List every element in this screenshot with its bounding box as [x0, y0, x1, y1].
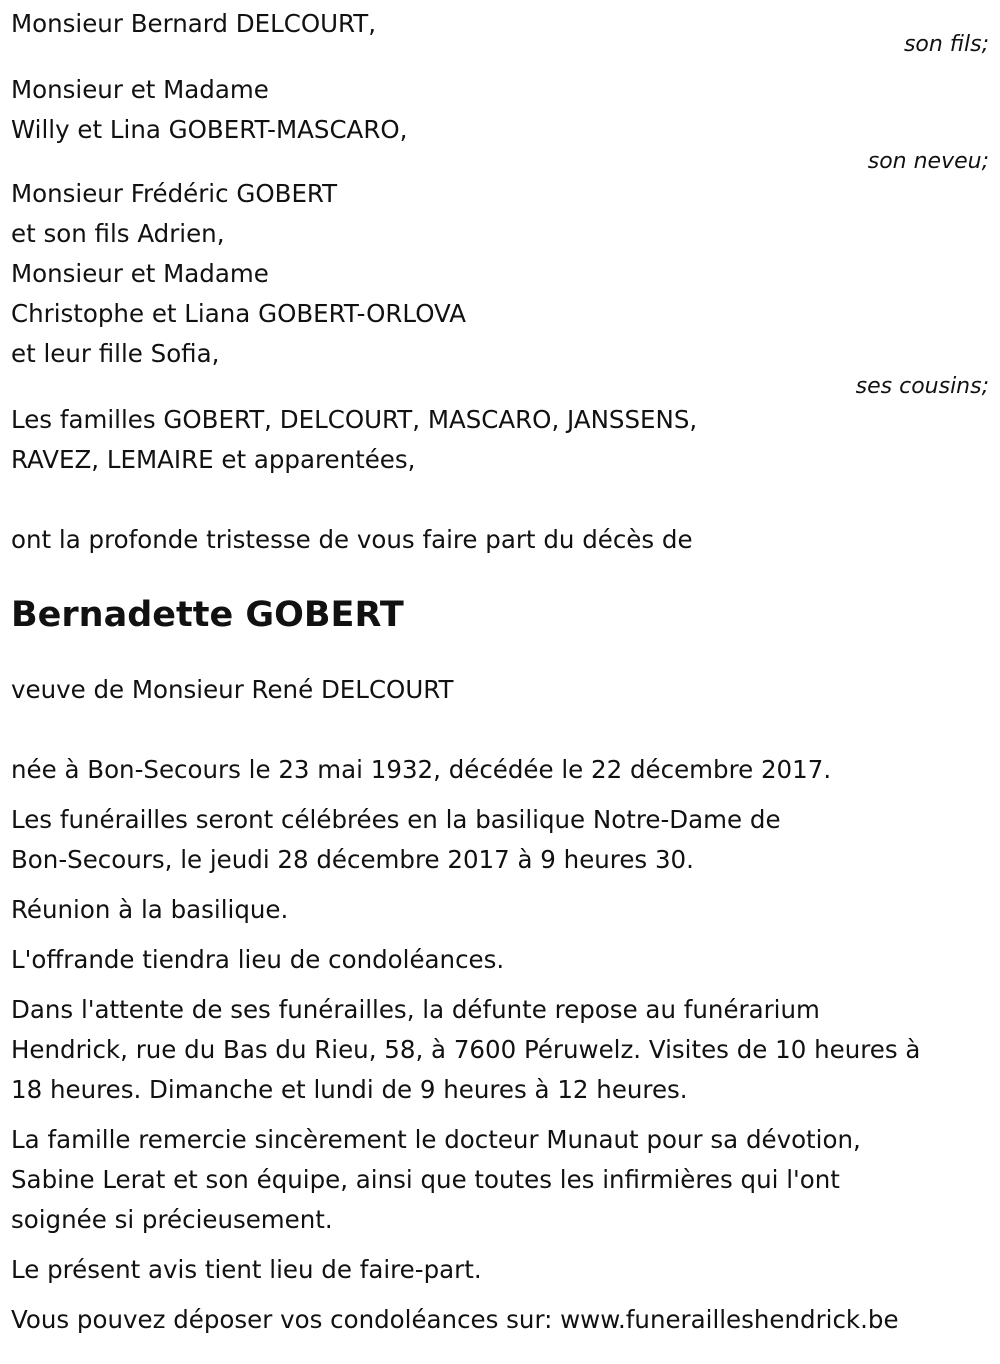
thanks-text: soignée si précieusement. — [11, 1205, 333, 1234]
widow-of-text: veuve de Monsieur René DELCOURT — [11, 675, 454, 704]
announcement-text: ont la profonde tristesse de vous faire part du décès de — [11, 525, 693, 554]
thanks-text: Sabine Lerat et son équipe, ainsi que toutes les infirmières qui l'ont — [11, 1165, 840, 1194]
family-line: Monsieur et Madame — [11, 75, 269, 104]
resting-text: 18 heures. Dimanche et lundi de 9 heures à 12 heures. — [11, 1075, 688, 1104]
family-line: Willy et Lina GOBERT-MASCARO, — [11, 115, 408, 144]
funeral-text: Bon-Secours, le jeudi 28 décembre 2017 à 9 heures 30. — [11, 845, 694, 874]
birth-death-dates: née à Bon-Secours le 23 mai 1932, décédée le 22 décembre 2017. — [11, 755, 832, 784]
family-line: Monsieur et Madame — [11, 259, 269, 288]
family-line: et leur fille Sofia, — [11, 339, 220, 368]
family-line: Monsieur Frédéric GOBERT — [11, 179, 338, 208]
family-line: Christophe et Liana GOBERT-ORLOVA — [11, 299, 467, 328]
deceased-name: Bernadette GOBERT — [11, 595, 404, 635]
family-role-cousins: ses cousins; — [855, 374, 989, 399]
resting-text: Hendrick, rue du Bas du Rieu, 58, à 7600 Péruwelz. Visites de 10 heures à — [11, 1035, 921, 1064]
family-role-nephew: son neveu; — [867, 149, 989, 174]
offering-text: L'offrande tiendra lieu de condoléances. — [11, 945, 505, 974]
condolences-text: Vous pouvez déposer vos condoléances sur: www.funerailleshendrick.be — [11, 1305, 899, 1334]
funeral-text: Les funérailles seront célébrées en la basilique Notre-Dame de — [11, 805, 781, 834]
family-line: Monsieur Bernard DELCOURT, — [11, 9, 377, 38]
resting-text: Dans l'attente de ses funérailles, la défunte repose au funérarium — [11, 995, 820, 1024]
family-line: et son fils Adrien, — [11, 219, 225, 248]
family-role-son: son fils; — [903, 32, 989, 57]
notice-text: Le présent avis tient lieu de faire-part. — [11, 1255, 482, 1284]
family-line: Les familles GOBERT, DELCOURT, MASCARO, JANSSENS, — [11, 405, 698, 434]
family-line: RAVEZ, LEMAIRE et apparentées, — [11, 445, 416, 474]
thanks-text: La famille remercie sincèrement le docteur Munaut pour sa dévotion, — [11, 1125, 861, 1154]
meeting-text: Réunion à la basilique. — [11, 895, 289, 924]
obituary-document — [11, 0, 989, 1340]
